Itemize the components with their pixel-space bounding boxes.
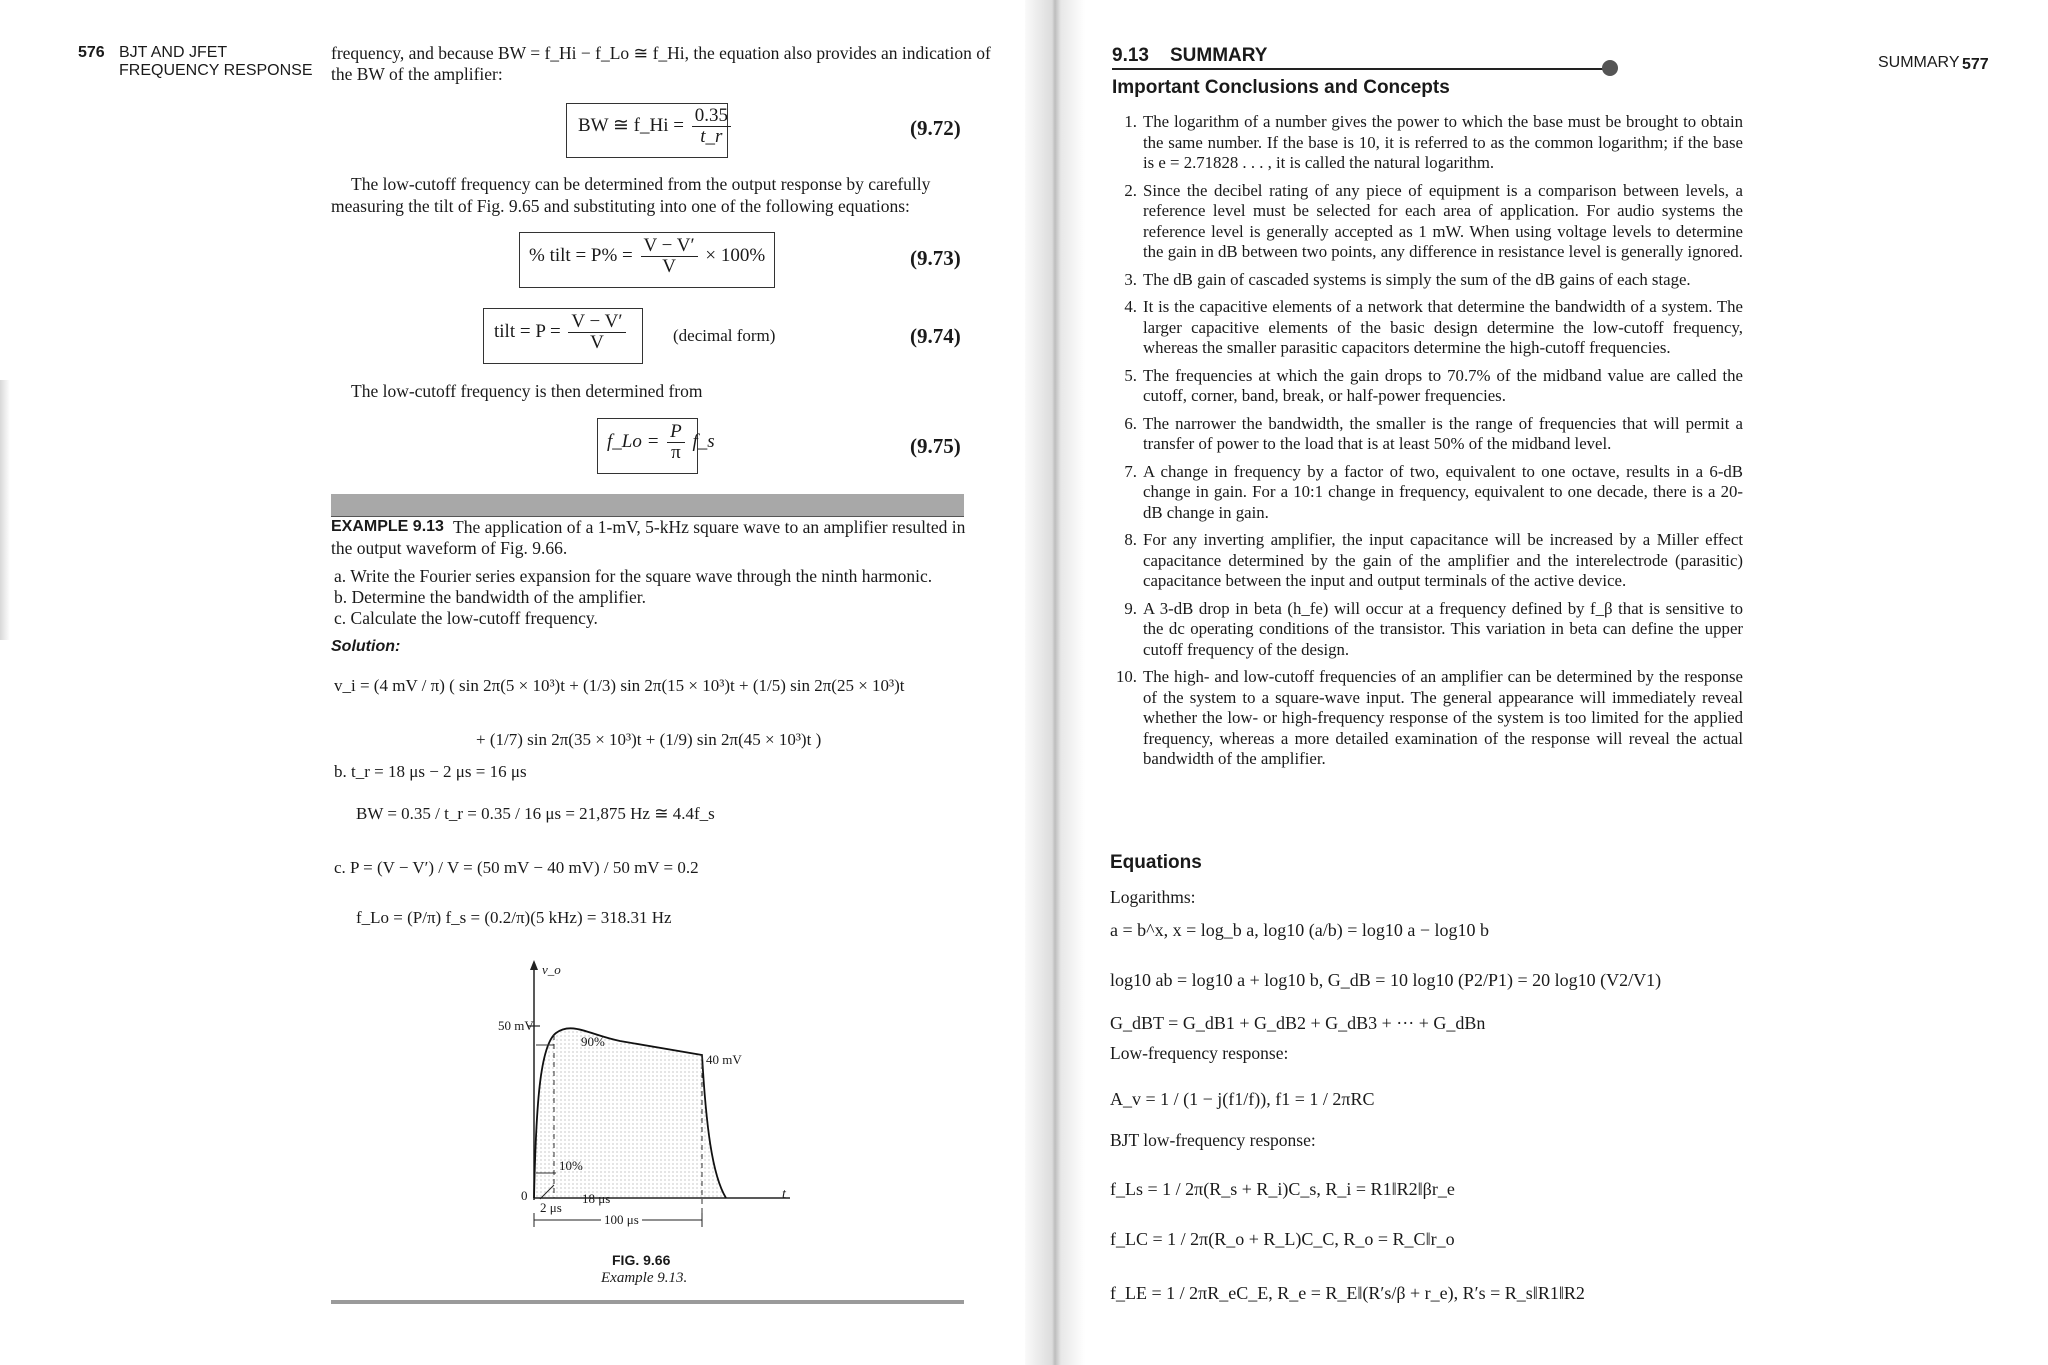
lowfreq-label: Low-frequency response:	[1110, 1043, 1289, 1063]
eq-9-73-number: (9.73)	[910, 246, 961, 270]
summary-item-6: 6. The narrower the bandwidth, the smaller is the range of frequencies that will permit a transfer of power to the load that is at least 50% of the midband level.	[1124, 413, 1743, 453]
para2-line-1: The low-cutoff frequency can be determined from the output response by carefully	[351, 174, 931, 194]
example-label: EXAMPLE 9.13	[331, 518, 444, 535]
para2-line-2: measuring the tilt of Fig. 9.65 and substituting into one of the following equations:	[331, 196, 910, 216]
eq-9-74-note: (decimal form)	[673, 326, 776, 345]
log-line-3: G_dBT = G_dB1 + G_dB2 + G_dB3 + ··· + G_dBn	[1110, 1013, 1486, 1033]
eq-9-72-number: (9.72)	[910, 116, 961, 140]
fig-label-90: 90%	[581, 1034, 605, 1049]
section-rule	[1112, 68, 1608, 70]
fig-label-100us: 100 μs	[601, 1212, 642, 1228]
fig-label-vo: v_o	[542, 962, 561, 977]
log-line-2: log10 ab = log10 a + log10 b, G_dB = 10 log10 (P2/P1) = 20 log10 (V2/V1)	[1110, 970, 1662, 990]
solution-a-line-2: + (1/7) sin 2π(35 × 10³)t + (1/9) sin 2π(45 × 10³)t )	[476, 730, 822, 749]
solution-b-line-1: b. t_r = 18 μs − 2 μs = 16 μs	[334, 762, 527, 781]
bjt-label: BJT low-frequency response:	[1110, 1130, 1316, 1150]
lowfreq-line: A_v = 1 / (1 − j(f1/f)), f1 = 1 / 2πRC	[1110, 1089, 1375, 1109]
summary-item-5: 5. The frequencies at which the gain drops to 70.7% of the midband value are called the cutoff, corner, band, break, or half-power frequencies.	[1124, 365, 1743, 405]
page-gutter	[1025, 0, 1085, 1365]
example-text-1: The application of a 1-mV, 5-kHz square wave to an amplifier resulted in	[453, 517, 966, 537]
solution-c-line-2: f_Lo = (P/π) f_s = (0.2/π)(5 kHz) = 318.31 Hz	[356, 908, 672, 927]
fig-label-2us: 2 μs	[540, 1200, 562, 1215]
fig-subcaption: Example 9.13.	[601, 1270, 688, 1286]
left-running-head-2: FREQUENCY RESPONSE	[119, 62, 313, 79]
logarithms-label: Logarithms:	[1110, 887, 1196, 907]
summary-item-9: 9. A 3-dB drop in beta (h_fe) will occur at a frequency defined by f_β that is sensitive to the dc operating conditions of the transistor. This variation in beta can define the upper cutoff frequency of the design.	[1124, 598, 1743, 659]
subheading: Important Conclusions and Concepts	[1112, 77, 1450, 98]
fig-label-50mv: 50 mV	[498, 1018, 534, 1033]
eq-9-73: % tilt = P% = $\frac{V - V'}{V}$ × 100%	[529, 235, 766, 277]
intro-line-1: frequency, and because BW = f_Hi − f_Lo ≅ f_Hi, the equation also provides an indication of	[331, 43, 991, 63]
summary-list	[1116, 112, 1743, 777]
eq-9-75: f_Lo = $\frac{P}{\pi}$ f_s	[607, 421, 715, 463]
para3: The low-cutoff frequency is then determined from	[351, 381, 703, 401]
example-item-a: a. Write the Fourier series expansion for the square wave through the ninth harmonic.	[334, 566, 933, 586]
section-number: 9.13	[1112, 45, 1149, 66]
eq-9-74: tilt = P = $\frac{V - V'}{V}$	[494, 312, 629, 353]
example-text-2: the output waveform of Fig. 9.66.	[331, 538, 568, 558]
left-page-number: 576	[78, 44, 105, 61]
summary-item-4: 4. It is the capacitive elements of a network that determine the bandwidth of a system. The larger capacitive elements of the basic design determine the low-cutoff frequency, whereas the smaller parasitic capacitors determine the high-cutoff frequencies.	[1124, 297, 1743, 357]
log-line-1: a = b^x, x = log_b a, log10 (a/b) = log10 a − log10 b	[1110, 920, 1490, 940]
section-title: SUMMARY	[1170, 45, 1268, 66]
example-item-b: b. Determine the bandwidth of the amplifier.	[334, 587, 646, 607]
solution-b-line-2: BW = 0.35 / t_r = 0.35 / 16 μs = 21,875 Hz ≅ 4.4f_s	[356, 804, 715, 823]
solution-c-line-1: c. P = (V − V′) / V = (50 mV − 40 mV) / 50 mV = 0.2	[334, 858, 699, 877]
section-dot	[1602, 60, 1618, 76]
fig-label-t: t	[782, 1187, 786, 1202]
eq-9-74-number: (9.74)	[910, 324, 961, 348]
example-item-c: c. Calculate the low-cutoff frequency.	[334, 608, 598, 628]
eq-9-75-number: (9.75)	[910, 434, 961, 458]
summary-item-3: 3. The dB gain of cascaded systems is simply the sum of the dB gains of each stage.	[1124, 269, 1691, 289]
intro-line-2: the BW of the amplifier:	[331, 64, 503, 84]
example-shade-bar	[331, 494, 964, 517]
fig-label-10: 10%	[559, 1158, 583, 1173]
solution-a-line-1: v_i = (4 mV / π) ( sin 2π(5 × 10³)t + (1/3) sin 2π(15 × 10³)t + (1/5) sin 2π(25 × 10³)t	[334, 676, 905, 695]
fig-9-66-waveform	[480, 955, 820, 1235]
summary-item-7: 7. A change in frequency by a factor of two, equivalent to one octave, results in a 6-dB change in gain. For a 10:1 change in frequency, equivalent to one decade, there is a 20-dB change in gain.	[1124, 461, 1743, 522]
left-edge-shadow	[0, 380, 10, 640]
left-running-head-1: BJT AND JFET	[119, 44, 228, 61]
summary-item-2: 2. Since the decibel rating of any piece of equipment is a comparison between levels, a reference level must be selected for each area of application. For audio systems the reference level is generally accepted as 1 mW. When using voltage levels to determine the gain in dB between two points, any difference in resistance level is generally ignored.	[1124, 180, 1743, 261]
summary-item-1: 1. The logarithm of a number gives the power to which the base must be brought to obtain the same number. If the base is 10, it is referred to as the common logarithm; if the base is e = 2.71828 . . . , it is called the natural logarithm.	[1124, 112, 1743, 172]
fig-label-0: 0	[521, 1188, 528, 1203]
solution-label: Solution:	[331, 638, 401, 655]
eq-9-72: BW ≅ f_Hi = $\frac{0.35}{t\_r}$	[578, 106, 734, 147]
bjt-line-2: f_LC = 1 / 2π(R_o + R_L)C_C, R_o = R_C‖r_o	[1110, 1229, 1455, 1249]
left-bottom-rule	[331, 1300, 964, 1304]
right-running-head: SUMMARY	[1878, 54, 1960, 71]
equations-heading: Equations	[1110, 852, 1202, 873]
fig-label-40mv: 40 mV	[706, 1052, 742, 1067]
fig-caption: FIG. 9.66	[612, 1252, 671, 1268]
bjt-line-3: f_LE = 1 / 2πR_eC_E, R_e = R_E‖(R′s/β + r_e), R′s = R_s‖R1‖R2	[1110, 1283, 1585, 1303]
fig-label-18us: 18 μs	[582, 1191, 611, 1206]
summary-item-8: 8. For any inverting amplifier, the input capacitance will be increased by a Miller effect capacitance determined by the gain of the amplifier and the interelectrode (parasitic) capacitance between the input and output terminals of the active device.	[1124, 530, 1743, 590]
bjt-line-1: f_Ls = 1 / 2π(R_s + R_i)C_s, R_i = R1‖R2‖βr_e	[1110, 1179, 1455, 1199]
right-page-number: 577	[1962, 56, 1989, 73]
summary-item-10: 10. The high- and low-cutoff frequencies of an amplifier can be determined by the response of the system to a square-wave input. The general appearance will immediately reveal whether the low- or high-frequency response of the system is too limited for the applied frequency, whereas a more detailed examination of the response will reveal the actual bandwidth of the amplifier.	[1116, 667, 1743, 768]
